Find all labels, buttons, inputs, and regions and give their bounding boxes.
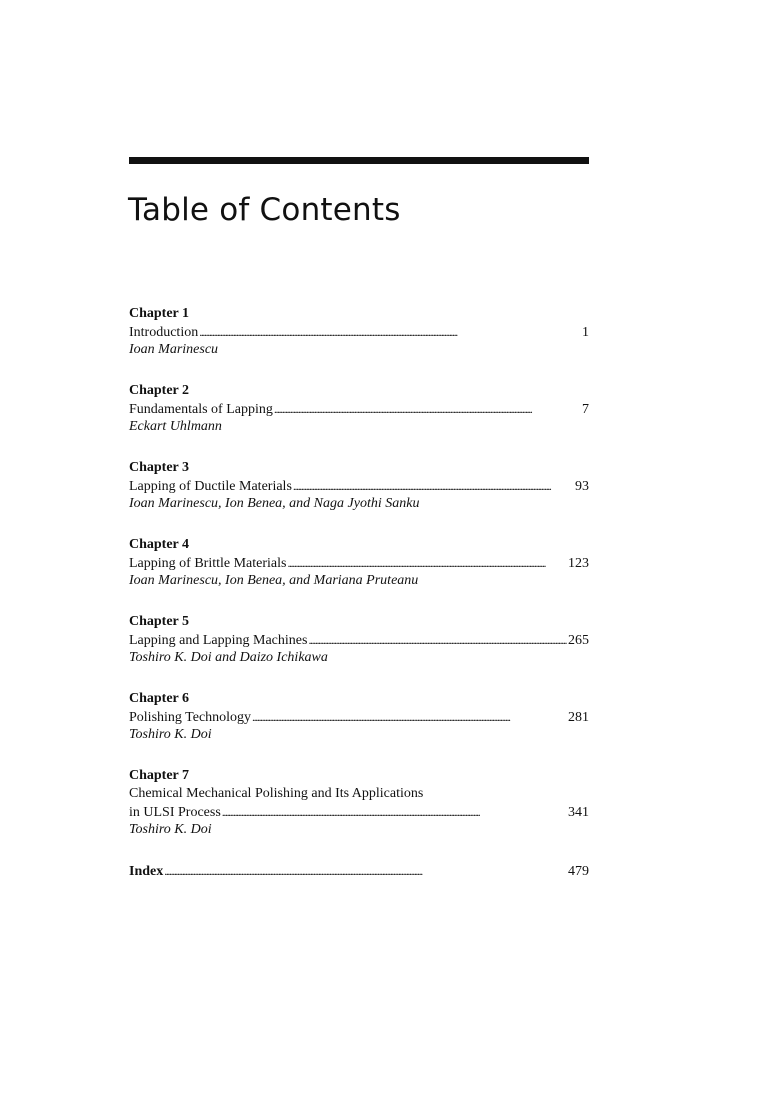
chapter-label: Chapter 6 (129, 691, 190, 706)
toc-line[interactable] (129, 708, 589, 726)
chapter-title-line[interactable]: Chemical Mechanical Polishing and Its Applications (129, 786, 424, 801)
dot-leader (287, 554, 567, 573)
dot-leader (199, 323, 581, 342)
chapter-authors: Ioan Marinescu, Ion Benea, and Naga Jyothi Sanku (129, 496, 420, 511)
chapter-label: Chapter 5 (129, 614, 190, 629)
toc-line[interactable] (129, 803, 589, 821)
chapter-label: Chapter 1 (129, 306, 190, 321)
toc-entry-chapter-5 (129, 613, 589, 690)
chapter-label: Chapter 2 (129, 383, 190, 398)
toc-line[interactable] (129, 554, 589, 572)
chapter-title: Introduction (129, 325, 199, 340)
dot-leader (293, 477, 574, 496)
toc-entry-chapter-7 (129, 767, 589, 862)
toc-entry-chapter-3 (129, 459, 589, 536)
page-number: 341 (568, 805, 589, 820)
chapter-authors: Toshiro K. Doi and Daizo Ichikawa (129, 650, 328, 665)
toc-line[interactable] (129, 631, 589, 649)
dot-leader (274, 400, 581, 419)
toc-line[interactable] (129, 400, 589, 418)
chapter-label: Chapter 4 (129, 537, 190, 552)
dot-leader (164, 862, 567, 881)
toc-line[interactable] (129, 477, 589, 495)
page-title: Table of Contents (128, 192, 401, 228)
toc-entry-index[interactable] (129, 862, 589, 880)
page-number: 7 (582, 402, 589, 417)
chapter-authors: Ioan Marinescu, Ion Benea, and Mariana Pruteanu (129, 573, 419, 588)
dot-leader (252, 708, 567, 727)
chapter-label: Chapter 3 (129, 460, 190, 475)
toc-entry-chapter-4 (129, 536, 589, 613)
chapter-title: Fundamentals of Lapping (129, 402, 273, 417)
chapter-title: Polishing Technology (129, 710, 252, 725)
chapter-authors: Ioan Marinescu (129, 342, 219, 357)
chapter-title: Lapping and Lapping Machines (129, 633, 308, 648)
page-number: 93 (575, 479, 589, 494)
toc-line[interactable] (129, 323, 589, 341)
page-number: 265 (568, 633, 589, 648)
page-number: 479 (568, 864, 589, 879)
page-number: 281 (568, 710, 589, 725)
chapter-title: Lapping of Ductile Materials (129, 479, 292, 494)
page-number: 123 (568, 556, 589, 571)
chapter-authors: Toshiro K. Doi (129, 727, 212, 742)
top-rule (129, 157, 589, 164)
chapter-authors: Toshiro K. Doi (129, 822, 212, 837)
chapter-authors: Eckart Uhlmann (129, 419, 222, 434)
chapter-title: in ULSI Process (129, 805, 221, 820)
dot-leader (222, 803, 567, 822)
chapter-label: Chapter 7 (129, 768, 190, 783)
table-of-contents (129, 305, 589, 880)
page-number: 1 (582, 325, 589, 340)
toc-entry-chapter-2 (129, 382, 589, 459)
chapter-title: Lapping of Brittle Materials (129, 556, 287, 571)
index-title: Index (129, 864, 164, 879)
toc-entry-chapter-1 (129, 305, 589, 382)
dot-leader (308, 631, 567, 650)
toc-entry-chapter-6 (129, 690, 589, 767)
